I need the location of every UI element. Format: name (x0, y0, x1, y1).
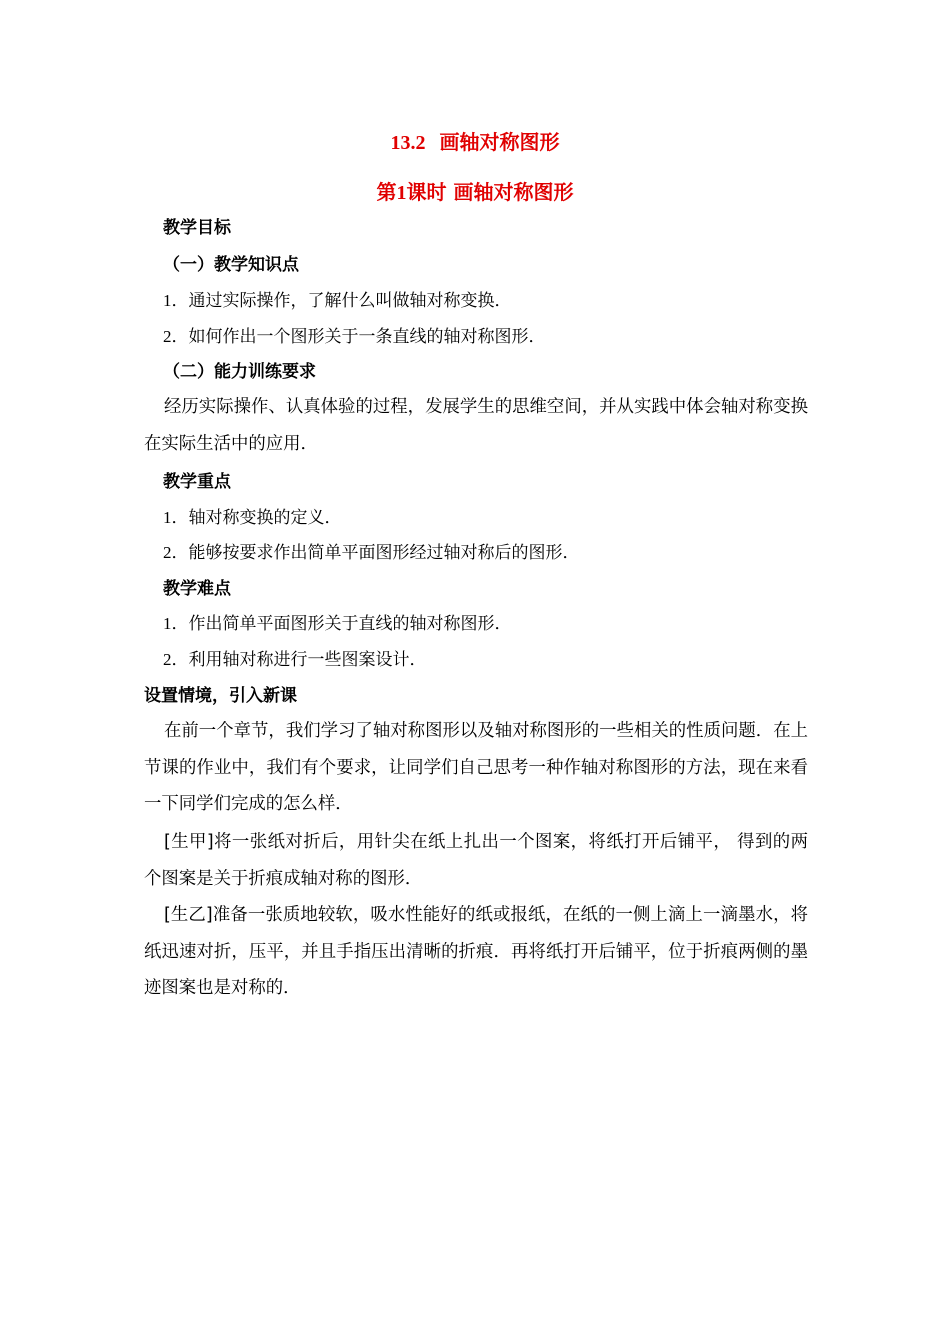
ability-heading: （二）能力训练要求 (163, 362, 316, 382)
ability-paragraph: 经历实际操作、认真体验的过程，发展学生的思维空间，并从实践中体会轴对称变换在实际生活中的应用． (144, 397, 808, 454)
item-text: 利用轴对称进行一些图案设计． (188, 650, 427, 670)
item-text: 作出简单平面图形关于直线的轴对称图形． (188, 614, 512, 634)
intro-paragraph: 在前一个章节，我们学习了轴对称图形以及轴对称图形的一些相关的性质问题．在上节课的作业中，我们有个要求，让同学们自己思考一种作轴对称图形的方法，现在来看一下同学们完成的怎么样． (144, 721, 808, 814)
student-a-paragraph: [生甲]将一张纸对折后，用针尖在纸上扎出一个图案，将纸打开后铺平， 得到的两个图案是关于折痕成轴对称的图形． (144, 832, 808, 889)
lesson-number: 1 (396, 182, 407, 204)
item-text: 如何作出一个图形关于一条直线的轴对称图形． (188, 327, 546, 347)
student-b-paragraph: [生乙]准备一张质地较软，吸水性能好的纸或报纸，在纸的一侧上滴上一滴墨水，将纸迅速对折，压平，并且手指压出清晰的折痕．再将纸打开后铺平，位于折痕两侧的墨迹图案也是对称的． (144, 905, 808, 998)
item-number: 1． (163, 291, 189, 310)
item-text: 通过实际操作，了解什么叫做轴对称变换． (188, 291, 512, 311)
goals-heading: 教学目标 (163, 218, 231, 238)
knowledge-heading: （一）教学知识点 (163, 255, 299, 275)
key-point-item (163, 541, 580, 565)
difficult-points-heading: 教学难点 (163, 579, 231, 599)
item-number: 2． (163, 650, 189, 669)
key-points-heading: 教学重点 (163, 472, 231, 492)
item-number: 1． (163, 508, 189, 527)
item-number: 2． (163, 543, 189, 562)
knowledge-item (163, 325, 546, 349)
knowledge-item (163, 289, 512, 313)
intro-heading: 设置情境，引入新课 (144, 686, 297, 706)
lesson-title (0, 179, 950, 206)
section-number: 13.2 (390, 132, 426, 154)
lesson-name: 画轴对称图形 (453, 180, 574, 204)
lesson-prefix: 第 (376, 180, 397, 204)
section-name: 画轴对称图形 (439, 130, 560, 154)
key-point-item (163, 506, 342, 530)
item-number: 1． (163, 614, 189, 633)
lesson-suffix: 课时 (406, 180, 447, 204)
difficult-point-item (163, 612, 512, 636)
item-text: 轴对称变换的定义． (188, 508, 342, 528)
item-number: 2． (163, 327, 189, 346)
difficult-point-item (163, 648, 427, 672)
item-text: 能够按要求作出简单平面图形经过轴对称后的图形． (188, 543, 580, 563)
section-title (0, 129, 950, 156)
